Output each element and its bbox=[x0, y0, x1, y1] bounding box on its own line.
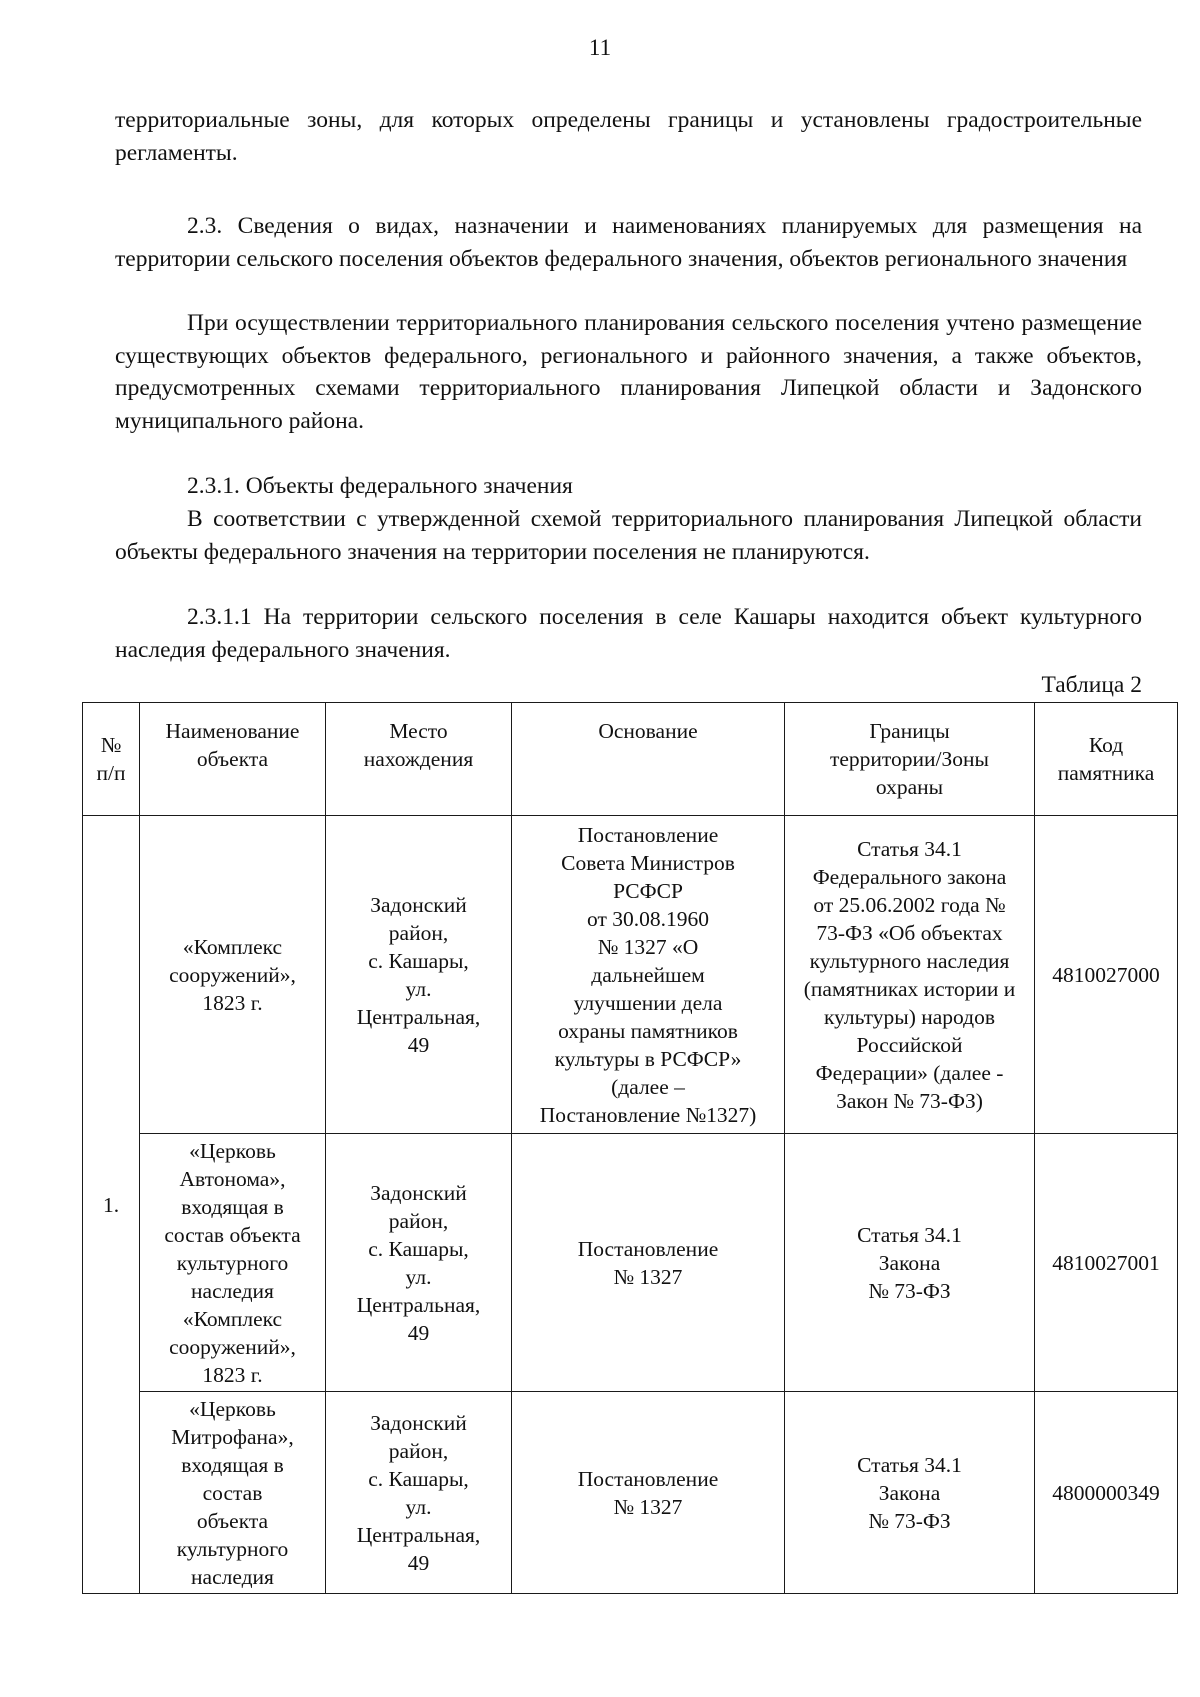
paragraph-planning: При осуществлении территориального планирования сельского поселения учтено размещение существующих объектов федерального, регионального и районного значения, а также объектов, предусмотренных схемами территориального планирования Липецкой области и Задонского муниципального района. bbox=[115, 310, 1142, 434]
header-borders: Границы территории/Зоны охраны bbox=[785, 703, 1035, 816]
cell-monument-code: 4810027000 bbox=[1035, 816, 1178, 1134]
heritage-table bbox=[82, 702, 1178, 1594]
header-number: № п/п bbox=[83, 703, 140, 816]
cell-object-name: «Церковь Автонома», входящая в состав объекта культурного наследия «Комплекс сооружений», 1823 г. bbox=[140, 1134, 326, 1392]
table-caption: Таблица 2 bbox=[1041, 672, 1142, 698]
header-object-name: Наименование объекта bbox=[140, 703, 326, 816]
cell-location: Задонский район, с. Кашары, ул. Центральная, 49 bbox=[326, 1392, 512, 1594]
cell-monument-code: 4810027001 bbox=[1035, 1134, 1178, 1392]
row-group-number: 1. bbox=[83, 816, 140, 1594]
cell-object-name: «Церковь Митрофана», входящая в состав объекта культурного наследия bbox=[140, 1392, 326, 1594]
table-row bbox=[83, 816, 1178, 1134]
paragraph-federal-objects: В соответствии с утвержденной схемой территориального планирования Липецкой области объекты федерального значения на территории поселения не планируются. bbox=[115, 506, 1142, 565]
cell-borders: Статья 34.1 Закона № 73-ФЗ bbox=[785, 1134, 1035, 1392]
cell-basis: Постановление Совета Министров РСФСР от 30.08.1960 № 1327 «О дальнейшем улучшении дела охраны памятников культуры в РСФСР» (далее – Постановление №1327) bbox=[512, 816, 785, 1134]
section-heading-2-3: 2.3. Сведения о видах, назначении и наименованиях планируемых для размещения на территории сельского поселения объектов федерального значения, объектов регионального значения bbox=[115, 213, 1142, 272]
cell-location: Задонский район, с. Кашары, ул. Центральная, 49 bbox=[326, 1134, 512, 1392]
cell-object-name: «Комплекс сооружений», 1823 г. bbox=[140, 816, 326, 1134]
header-basis: Основание bbox=[512, 703, 785, 816]
header-location: Место нахождения bbox=[326, 703, 512, 816]
cell-location: Задонский район, с. Кашары, ул. Центральная, 49 bbox=[326, 816, 512, 1134]
header-monument-code: Код памятника bbox=[1035, 703, 1178, 816]
cell-borders: Статья 34.1 Федерального закона от 25.06.2002 года № 73-ФЗ «Об объектах культурного наследия (памятниках истории и культуры) народов Российской Федерации» (далее - Закон № 73-ФЗ) bbox=[785, 816, 1035, 1134]
cell-basis: Постановление № 1327 bbox=[512, 1392, 785, 1594]
page-number: 11 bbox=[588, 35, 612, 60]
cell-monument-code: 4800000349 bbox=[1035, 1392, 1178, 1594]
section-heading-2-3-1: 2.3.1. Объекты федерального значения bbox=[187, 473, 573, 499]
table-header-row bbox=[83, 703, 1178, 816]
table-row bbox=[83, 1134, 1178, 1392]
paragraph-zones: территориальные зоны, для которых определены границы и установлены градостроительные регламенты. bbox=[115, 107, 1142, 166]
cell-basis: Постановление № 1327 bbox=[512, 1134, 785, 1392]
cell-borders: Статья 34.1 Закона № 73-ФЗ bbox=[785, 1392, 1035, 1594]
table-row bbox=[83, 1392, 1178, 1594]
paragraph-heritage: 2.3.1.1 На территории сельского поселения в селе Кашары находится объект культурного наследия федерального значения. bbox=[115, 604, 1142, 663]
